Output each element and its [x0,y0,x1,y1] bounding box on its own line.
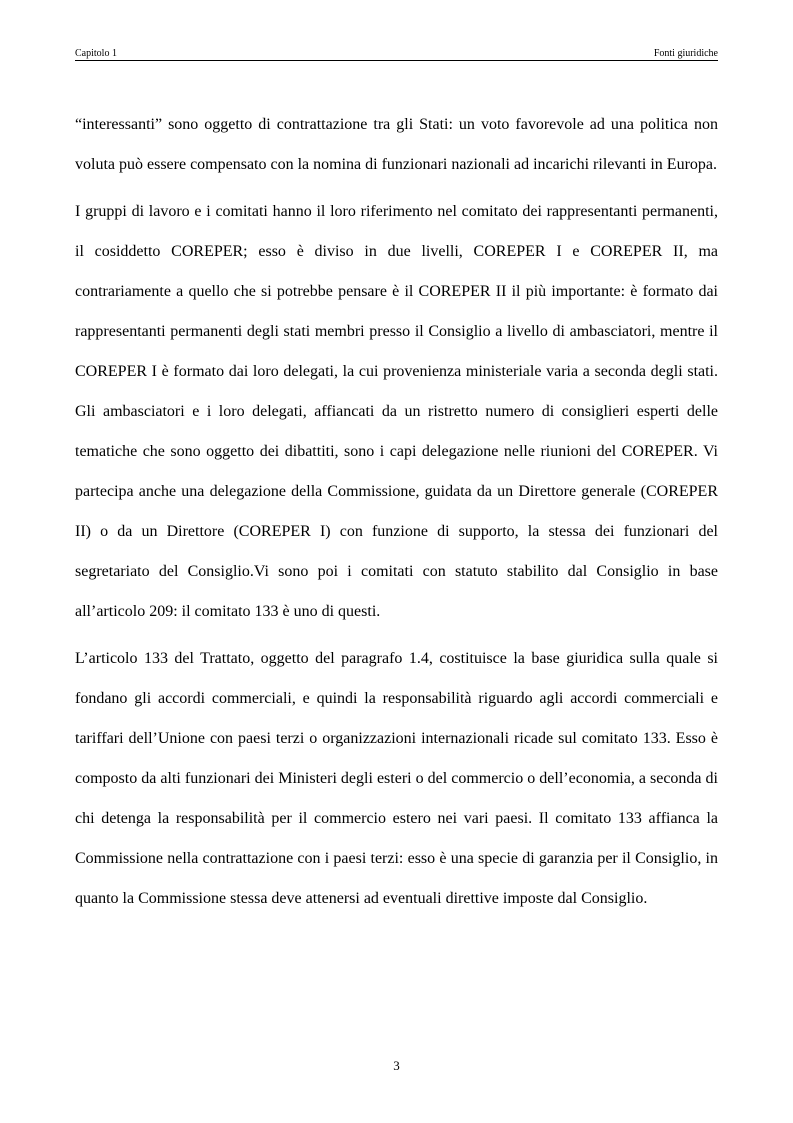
paragraph-3: L’articolo 133 del Trattato, oggetto del paragrafo 1.4, costituisce la base giuridica sulla quale si fondano gli accordi commerciali, e quindi la responsabilità riguardo agli accordi commerciali e tariffari dell’Unione con paesi terzi o organizzazioni internazionali ricade sul comitato 133. Esso è composto da alti funzionari dei Ministeri degli esteri o del commercio o dell’economia, a seconda di chi detenga la responsabilità per il commercio estero nei vari paesi. Il comitato 133 affianca la Commissione nella contrattazione con i paesi terzi: esso è una specie di garanzia per il Consiglio, in quanto la Commissione stessa deve attenersi ad eventuali direttive imposte dal Consiglio. [75,650,718,907]
body-text [75,105,718,919]
chapter-label: Capitolo 1 [75,48,117,59]
paragraph-2: I gruppi di lavoro e i comitati hanno il loro riferimento nel comitato dei rappresentanti permanenti, il cosiddetto COREPER; esso è diviso in due livelli, COREPER I e COREPER II, ma contrariamente a quello che si potrebbe pensare è il COREPER II il più importante: è formato dai rappresentanti permanenti degli stati membri presso il Consiglio a livello di ambasciatori, mentre il COREPER I è formato dai loro delegati, la cui provenienza ministeriale varia a seconda degli stati. Gli ambasciatori e i loro delegati, affiancati da un ristretto numero di consiglieri esperti delle tematiche che sono oggetto dei dibattiti, sono i capi delegazione nelle riunioni del COREPER. Vi partecipa anche una delegazione della Commissione, guidata da un Direttore generale (COREPER II) o da un Direttore (COREPER I) con funzione di supporto, la stessa dei funzionari del segretariato del Consiglio.Vi sono poi i comitati con statuto stabilito dal Consiglio in base all’articolo 209: il comitato 133 è uno di questi. [75,203,718,620]
page-number: 3 [393,1058,400,1073]
running-header [75,48,718,61]
section-label: Fonti giuridiche [653,48,718,59]
paragraph-1: “interessanti” sono oggetto di contrattazione tra gli Stati: un voto favorevole ad una politica non voluta può essere compensato con la nomina di funzionari nazionali ad incarichi rilevanti in Europa. [75,116,718,173]
